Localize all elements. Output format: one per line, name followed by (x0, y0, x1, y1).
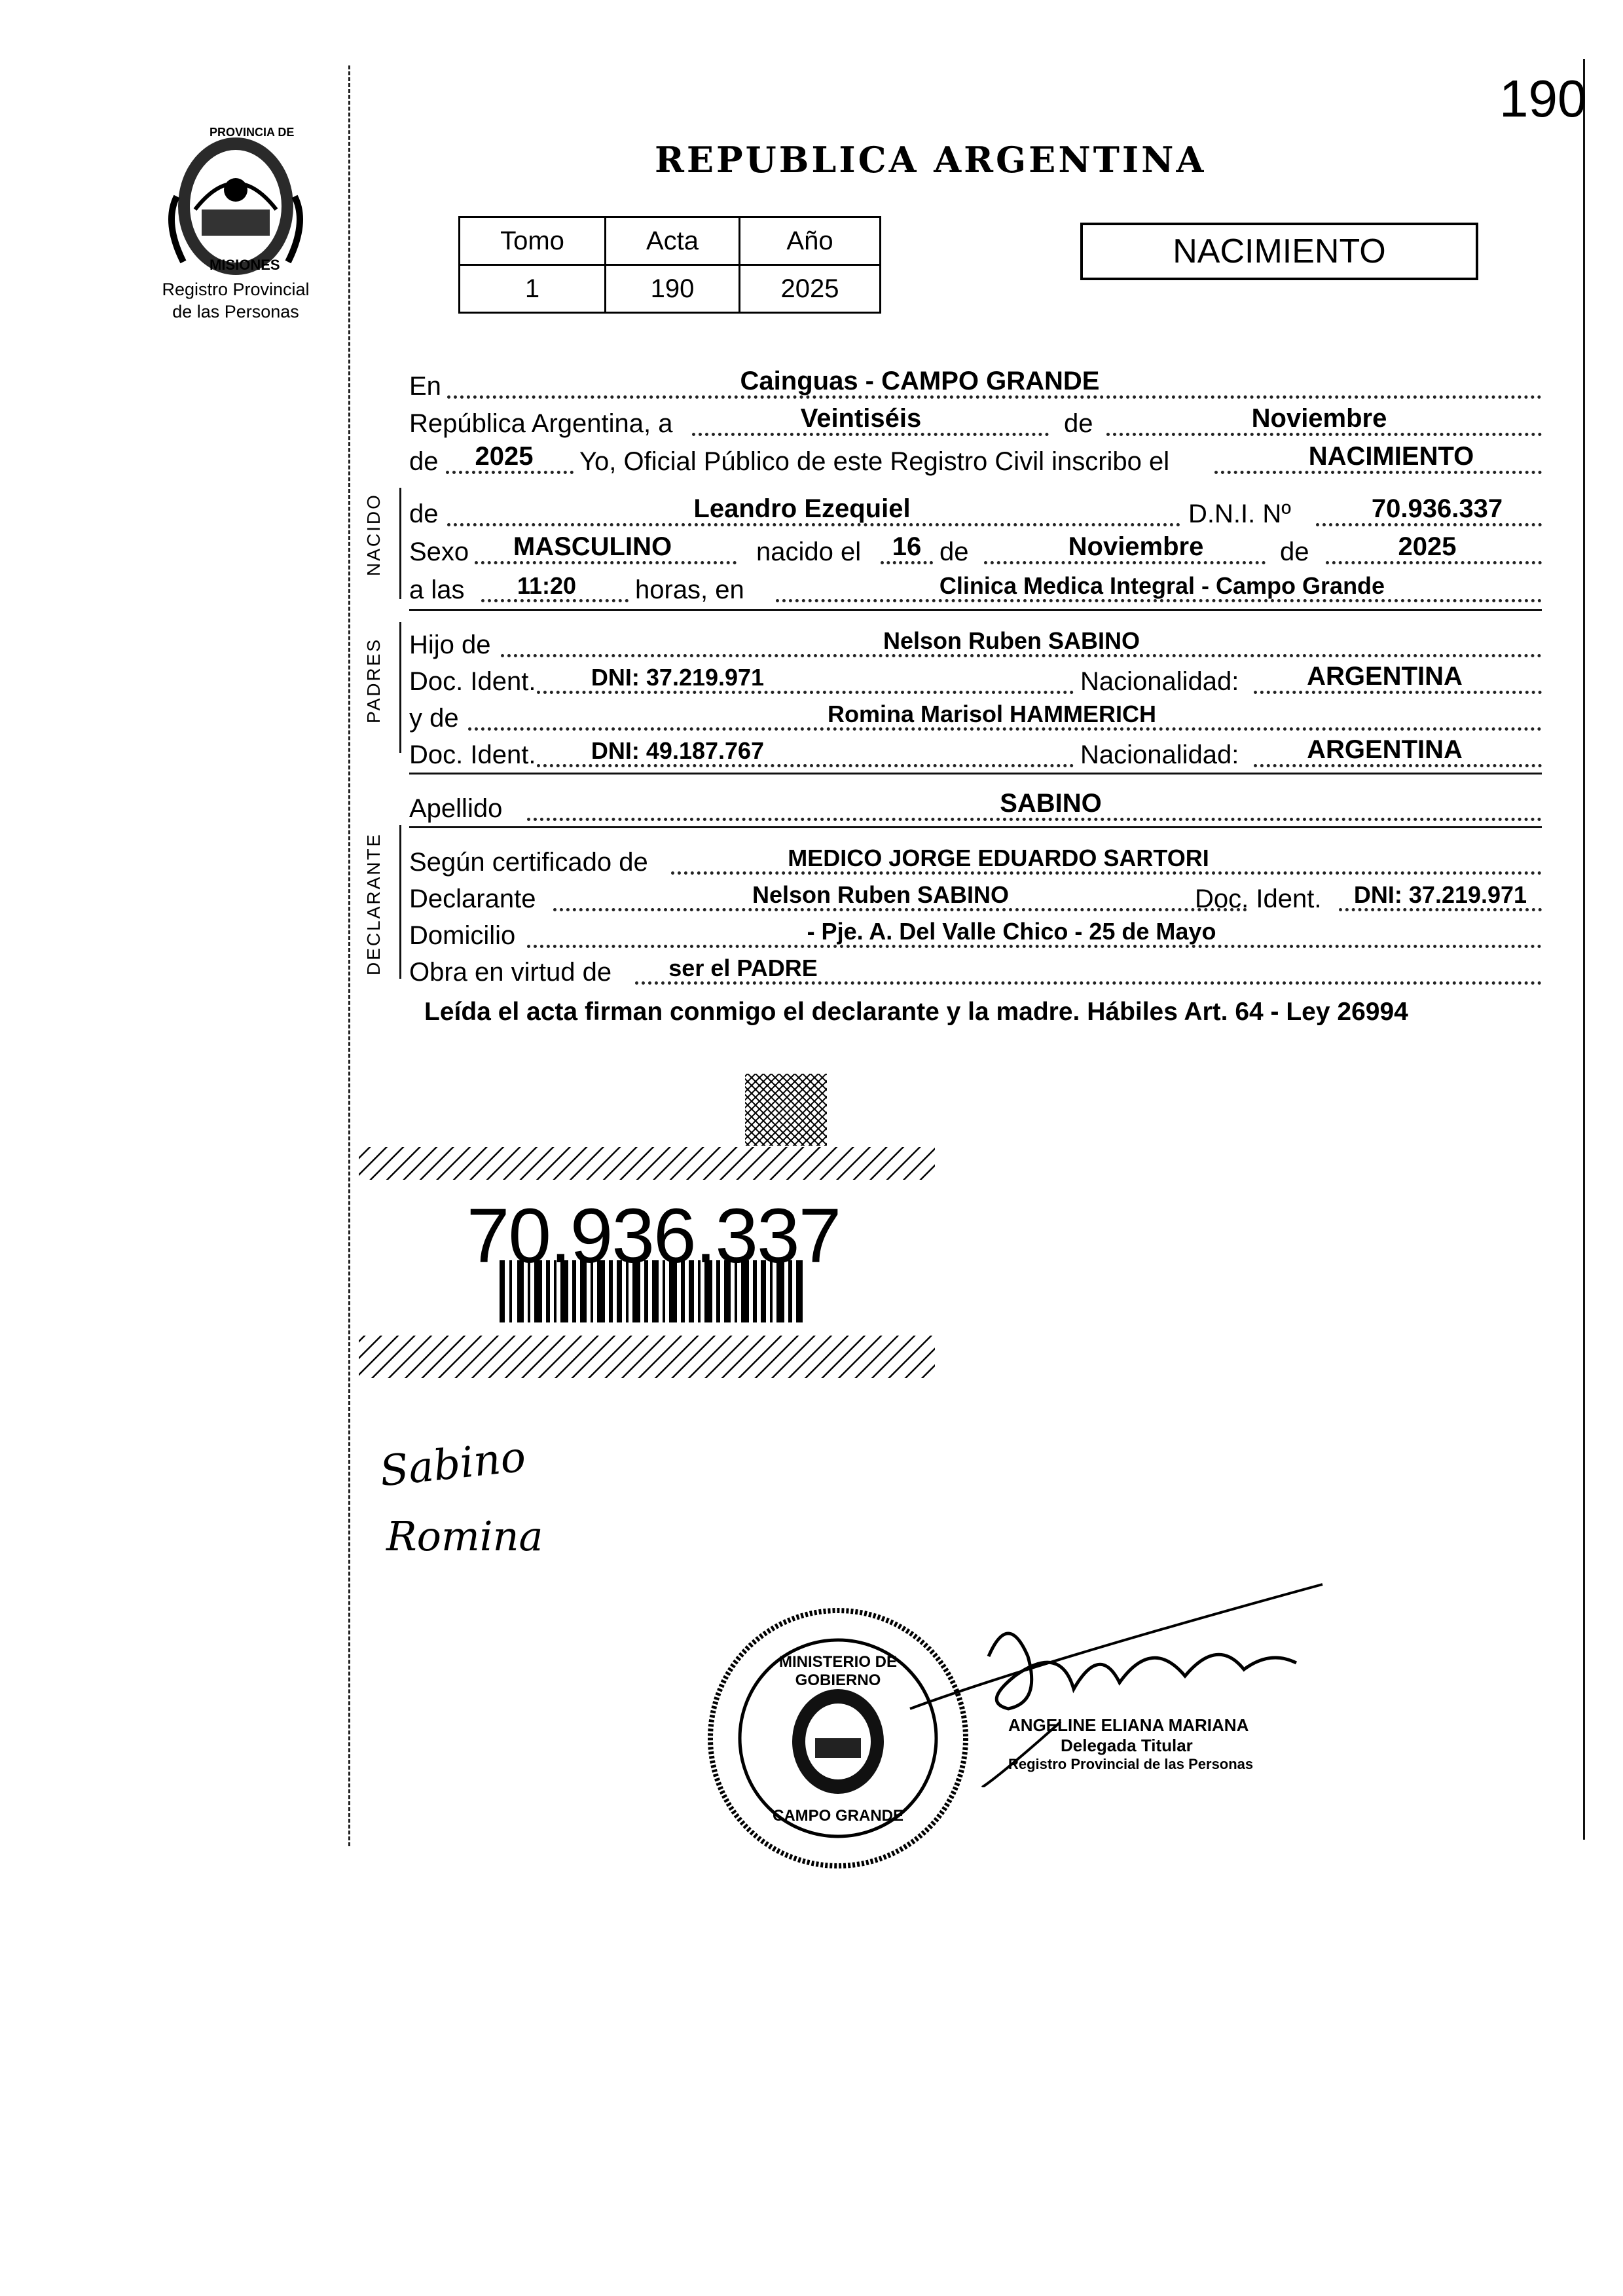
row-en (409, 363, 1542, 401)
official-name: ANGELINE ELIANA MARIANA (1008, 1715, 1249, 1735)
row-hora (409, 567, 1542, 605)
text-oficial: Yo, Oficial Público de este Registro Civil inscribo el (579, 447, 1170, 476)
right-margin-line (1583, 59, 1585, 1840)
province-logo (157, 118, 314, 288)
value-anio: 2025 (475, 442, 534, 471)
label-de5: de (1280, 538, 1309, 566)
row-nombre (409, 491, 1542, 529)
divider-padres (409, 773, 1542, 774)
row-apellido (409, 786, 1542, 824)
value-dia: Veintiséis (800, 404, 922, 433)
page-number: 190 (1499, 69, 1587, 128)
label-en: En (409, 372, 441, 401)
label-declarante: Declarante (409, 884, 536, 913)
row-obra (409, 949, 1542, 987)
official-org: Registro Provincial de las Personas (1008, 1756, 1254, 1772)
value-madre-doc: DNI: 49.187.767 (591, 737, 765, 764)
label-decl-doc: Doc. Ident. (1195, 884, 1322, 913)
left-margin-line (348, 65, 350, 1846)
ref-value-ano: 2025 (740, 265, 881, 313)
signature-sabino: Sabino (377, 1432, 528, 1497)
label-dni: D.N.I. Nº (1188, 500, 1291, 528)
row-declarante (409, 876, 1542, 914)
logo-seal-bottom: MISIONES (210, 257, 280, 273)
row-padre (409, 622, 1542, 660)
legal-text: Leída el acta firman conmigo el declarante y la madre. Hábiles Art. 64 - Ley 26994 (424, 998, 1408, 1026)
value-nac-mes: Noviembre (1068, 532, 1204, 561)
value-madre-nac: ARGENTINA (1307, 735, 1463, 764)
row-inscripcion (409, 439, 1542, 477)
logo-caption-line1: Registro Provincial (162, 280, 310, 299)
label-de2: de (409, 447, 439, 476)
official-info (1008, 1715, 1349, 1773)
value-padre: Nelson Ruben SABINO (883, 627, 1140, 654)
value-nac-anio: 2025 (1398, 532, 1457, 561)
label-nacido: nacido el (756, 538, 862, 566)
declarante-divider (399, 825, 401, 979)
value-padre-nac: ARGENTINA (1307, 662, 1463, 691)
nacido-divider (399, 488, 401, 599)
value-certificado: MEDICO JORGE EDUARDO SARTORI (788, 845, 1209, 871)
label-de4: de (939, 538, 969, 566)
label-alas: a las (409, 575, 465, 604)
value-inscribo: NACIMIENTO (1308, 442, 1474, 471)
ref-header-acta: Acta (606, 217, 740, 265)
label-hijo: Hijo de (409, 630, 491, 659)
section-label-declarante: DECLARANTE (363, 832, 384, 975)
row-domicilio (409, 913, 1542, 951)
value-lugar-nacimiento: Clinica Medica Integral - Campo Grande (939, 572, 1385, 599)
label-sexo: Sexo (409, 538, 469, 566)
value-decl-doc: DNI: 37.219.971 (1353, 881, 1527, 908)
label-apellido: Apellido (409, 794, 503, 823)
logo-caption (134, 278, 337, 323)
row-certificado (409, 839, 1542, 877)
label-de: de (1064, 409, 1093, 438)
label-obra: Obra en virtud de (409, 958, 612, 987)
act-type-box: NACIMIENTO (1080, 223, 1478, 280)
value-padre-doc: DNI: 37.219.971 (591, 664, 765, 691)
label-yde: y de (409, 704, 459, 733)
label-horas: horas, en (635, 575, 744, 604)
logo-caption-line2: de las Personas (172, 302, 299, 321)
official-role: Delegada Titular (1061, 1736, 1193, 1755)
document-title: REPUBLICA ARGENTINA (655, 139, 1207, 181)
label-de3: de (409, 500, 439, 528)
value-lugar-inscripcion: Cainguas - CAMPO GRANDE (740, 367, 1100, 395)
value-obra: ser el PADRE (668, 955, 818, 981)
barcode-number: 70.936.337 (466, 1193, 841, 1279)
value-nac-dia: 16 (892, 532, 922, 561)
label-nacionalidad2: Nacionalidad: (1080, 740, 1239, 769)
row-madre-doc (409, 732, 1542, 770)
ref-header-ano: Año (740, 217, 881, 265)
value-madre: Romina Marisol HAMMERICH (827, 701, 1157, 727)
ref-value-acta: 190 (606, 265, 740, 313)
signature-romina: Romina (386, 1512, 543, 1560)
section-label-padres: PADRES (363, 637, 384, 723)
ref-header-tomo: Tomo (460, 217, 606, 265)
label-domicilio: Domicilio (409, 921, 516, 950)
divider-apellido (409, 826, 1542, 828)
dots (1339, 908, 1542, 911)
section-label-nacido: NACIDO (363, 493, 384, 576)
label-doc2: Doc. Ident. (409, 740, 536, 769)
padres-divider (399, 622, 401, 753)
label-doc: Doc. Ident. (409, 667, 536, 696)
row-sexo (409, 529, 1542, 567)
stamp-inner-text: MINISTERIO DE GOBIERNO (778, 1653, 897, 1689)
reference-table (458, 216, 881, 314)
row-madre (409, 695, 1542, 733)
row-fecha (409, 401, 1542, 439)
value-dni: 70.936.337 (1371, 494, 1503, 523)
ref-value-tomo: 1 (460, 265, 606, 313)
value-nombre: Leandro Ezequiel (693, 494, 911, 523)
value-sexo: MASCULINO (513, 532, 672, 561)
row-padre-doc (409, 659, 1542, 697)
barcode-block (359, 1074, 935, 1381)
value-mes: Noviembre (1251, 404, 1387, 433)
stamp-bottom-text: CAMPO GRANDE (773, 1807, 904, 1825)
label-nacionalidad: Nacionalidad: (1080, 667, 1239, 696)
value-apellido: SABINO (1000, 789, 1102, 818)
value-domicilio: - Pje. A. Del Valle Chico - 25 de Mayo (807, 918, 1216, 945)
value-declarante: Nelson Ruben SABINO (752, 881, 1010, 908)
label-certificado: Según certificado de (409, 848, 648, 877)
value-hora: 11:20 (517, 572, 577, 599)
logo-seal-top: PROVINCIA DE (210, 126, 295, 139)
label-republica: República Argentina, a (409, 409, 673, 438)
divider-nacido (409, 609, 1542, 611)
